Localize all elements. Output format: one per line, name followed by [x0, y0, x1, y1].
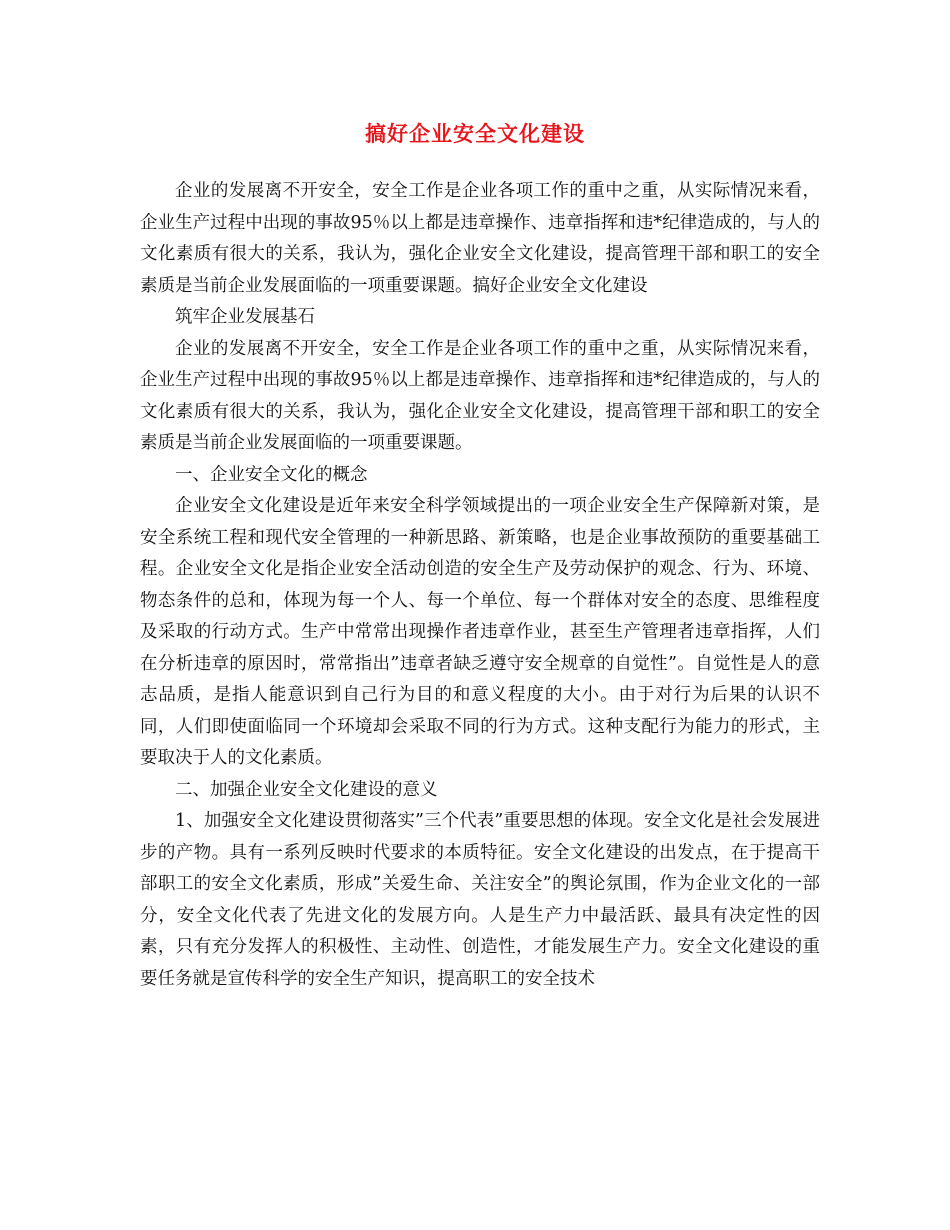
- document-title: 搞好企业安全文化建设: [365, 121, 585, 146]
- paragraph-intro: 企业的发展离不开安全，安全工作是企业各项工作的重中之重，从实际情况来看，企业生产过程中出现的事故95％以上都是违章操作、违章指挥和违*纪律造成的，与人的文化素质有很大的关系，我认为，强化企业安全文化建设，提高管理干部和职工的安全素质是当前企业发展面临的一项重要课题。搞好企业安全文化建设: [140, 181, 820, 296]
- paragraph-subtitle: 筑牢企业发展基石: [175, 307, 315, 327]
- document-body: [140, 176, 820, 995]
- paragraph-significance-1: 1、加强安全文化建设贯彻落实”三个代表”重要思想的体现。安全文化是社会发展进步的产物。具有一系列反映时代要求的本质特征。安全文化建设的出发点，在于提高干部职工的安全文化素质，形成”关爱生命、关注安全”的舆论氛围，作为企业文化的一部分，安全文化代表了先进文化的发展方向。人是生产力中最活跃、最具有决定性的因素，只有充分发挥人的积极性、主动性、创造性，才能发展生产力。安全文化建设的重要任务就是宣传科学的安全生产知识，提高职工的安全技术: [140, 811, 820, 989]
- section-heading-1: 一、企业安全文化的概念: [175, 464, 368, 485]
- section-heading-2: 二、加强企业安全文化建设的意义: [175, 779, 438, 800]
- paragraph-concept: 企业安全文化建设是近年来安全科学领域提出的一项企业安全生产保障新对策，是安全系统工程和现代安全管理的一种新思路、新策略，也是企业事故预防的重要基础工程。企业安全文化是指企业安全活动创造的安全生产及劳动保护的观念、行为、环境、物态条件的总和，体现为每一个人、每一个单位、每一个群体对安全的态度、思维程度及采取的行动方式。生产中常常出现操作者违章作业，甚至生产管理者违章指挥，人们在分析违章的原因时，常常指出”违章者缺乏遵守安全规章的自觉性”。自觉性是人的意志品质，是指人能意识到自己行为目的和意义程度的大小。由于对行为后果的认识不同，人们即使面临同一个环境却会采取不同的行为方式。这种支配行为能力的形式，主要取决于人的文化素质。: [140, 496, 820, 768]
- paragraph-intro-repeat: 企业的发展离不开安全，安全工作是企业各项工作的重中之重，从实际情况来看，企业生产过程中出现的事故95％以上都是违章操作、违章指挥和违*纪律造成的，与人的文化素质有很大的关系，我认为，强化企业安全文化建设，提高管理干部和职工的安全素质是当前企业发展面临的一项重要课题。: [140, 338, 820, 453]
